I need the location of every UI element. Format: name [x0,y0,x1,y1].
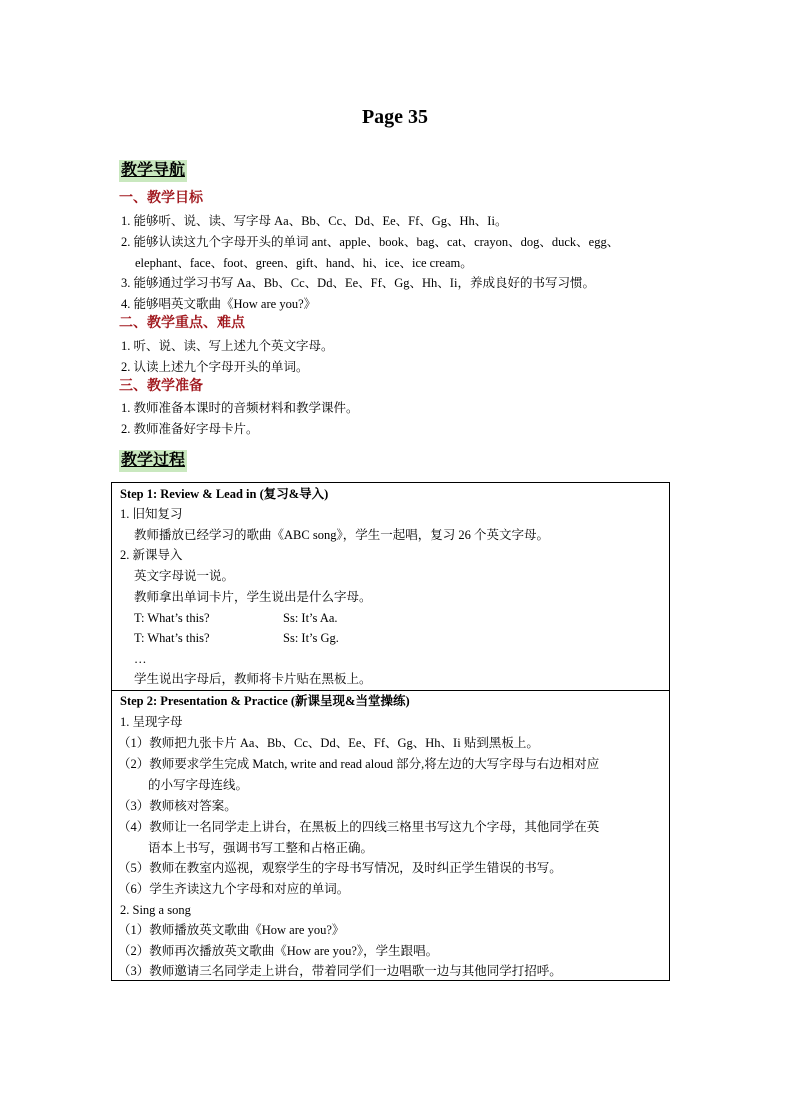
step1-line: 2. 新课导入 [120,548,183,562]
dialog-ellipsis: … [134,652,147,666]
objective-line: elephant、face、foot、green、gift、hand、hi、ice、ice cream。 [135,256,473,270]
objective-line: 1. 能够听、说、读、写字母 Aa、Bb、Cc、Dd、Ee、Ff、Gg、Hh、Ii。 [121,214,508,228]
step1-line: 1. 旧知复习 [120,507,183,521]
step2-line: （3）教师邀请三名同学走上讲台，带着同学们一边唱歌一边与其他同学打招呼。 [118,964,562,978]
step1-line: 教师播放已经学习的歌曲《ABC song》，学生一起唱，复习 26 个英文字母。 [134,528,549,542]
step2-line: （3）教师核对答案。 [118,799,237,813]
step1-line: 教师拿出单词卡片，学生说出是什么字母。 [134,590,372,604]
step1-line: 英文字母说一说。 [134,569,235,583]
preparation-line: 1. 教师准备本课时的音频材料和教学课件。 [121,401,359,415]
nav-heading: 教学导航 [119,160,187,182]
steps-table [111,482,670,981]
step1-title: Step 1: Review & Lead in (复习&导入) [120,487,329,501]
step2-line: （4）教师让一名同学走上讲台，在黑板上的四线三格里书写这九个字母，其他同学在英 [118,820,600,834]
preparation-heading: 三、教学准备 [119,379,203,394]
step2-title: Step 2: Presentation & Practice (新课呈现&当堂操练) [120,694,410,708]
step1-closing: 学生说出字母后，教师将卡片贴在黑板上。 [134,672,372,686]
objective-line: 3. 能够通过学习书写 Aa、Bb、Cc、Dd、Ee、Ff、Gg、Hh、Ii，养成良好的书写习惯。 [121,276,595,290]
keypoints-heading: 二、教学重点、难点 [119,316,245,331]
preparation-line: 2. 教师准备好字母卡片。 [121,422,259,436]
step2-line: 语本上书写，强调书写工整和占格正确。 [148,841,374,855]
step2-line: （5）教师在教室内巡视，观察学生的字母书写情况，及时纠正学生错误的书写。 [118,861,562,875]
step2-line: 的小写字母连线。 [148,778,249,792]
objective-line: 4. 能够唱英文歌曲《How are you?》 [121,297,317,311]
step2-line: （1）教师播放英文歌曲《How are you?》 [118,923,345,937]
page-title: Page 35 [361,106,429,128]
keypoint-line: 1. 听、说、读、写上述九个英文字母。 [121,339,334,353]
step2-line: （2）教师要求学生完成 Match, write and read aloud 部分,将左边的大写字母与右边相对应 [118,757,600,771]
step2-line: （2）教师再次播放英文歌曲《How are you?》，学生跟唱。 [118,944,439,958]
dialog-teacher: T: What’s this? [134,631,210,645]
objectives-heading: 一、教学目标 [119,191,203,206]
dialog-students: Ss: It’s Gg. [283,631,339,645]
step2-line: 1. 呈现字母 [120,715,183,729]
dialog-teacher: T: What’s this? [134,611,210,625]
process-heading: 教学过程 [119,450,187,472]
step2-line: （1）教师把九张卡片 Aa、Bb、Cc、Dd、Ee、Ff、Gg、Hh、Ii 贴到黑板上。 [118,736,539,750]
step2-line: （6）学生齐读这九个字母和对应的单词。 [118,882,350,896]
step2-line: 2. Sing a song [120,903,191,917]
dialog-students: Ss: It’s Aa. [283,611,338,625]
keypoint-line: 2. 认读上述九个字母开头的单词。 [121,360,309,374]
objective-line: 2. 能够认读这九个字母开头的单词 ant、apple、book、bag、cat、crayon、dog、duck、egg、 [121,235,620,249]
